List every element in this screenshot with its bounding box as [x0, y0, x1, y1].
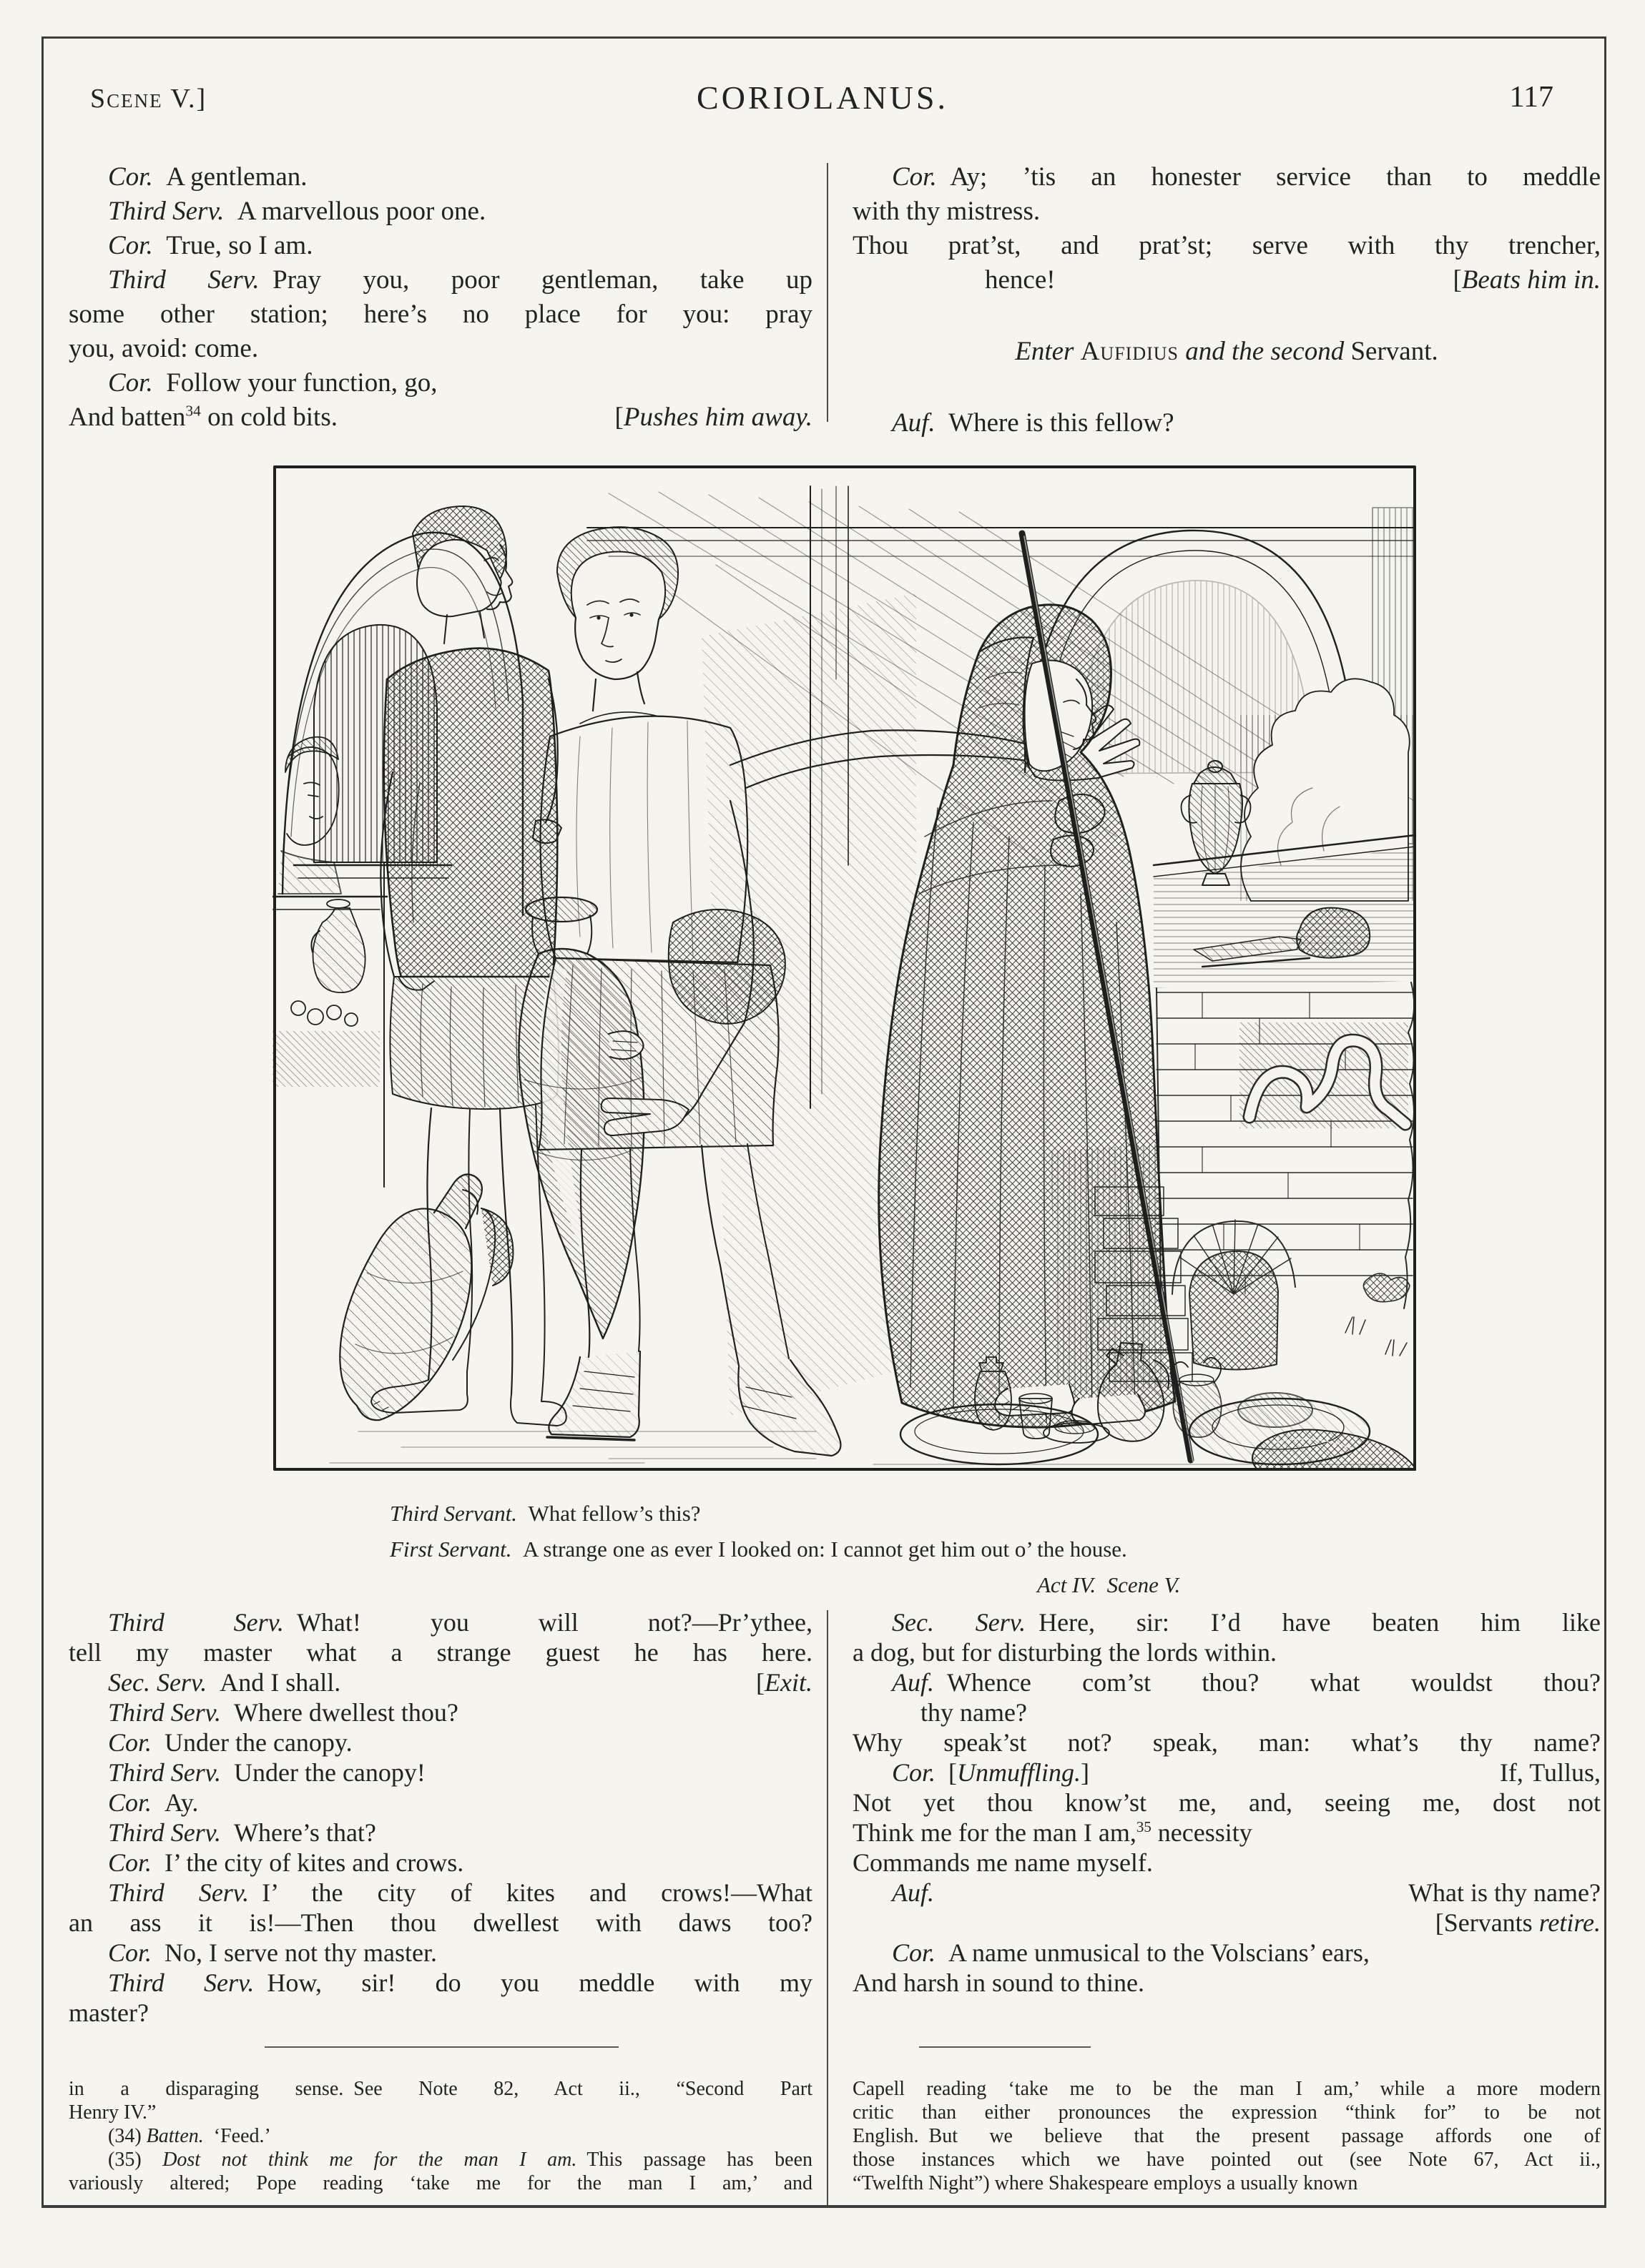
dialogue-line — [853, 1697, 1601, 1727]
text-segment: Third Serv. — [108, 1818, 221, 1847]
dialogue-line — [69, 1908, 812, 1938]
text-segment: Third Servant. — [390, 1501, 517, 1526]
text-segment: on cold bits. — [200, 403, 338, 432]
stage-direction — [615, 400, 812, 435]
footnote-line — [853, 2148, 1601, 2171]
text-segment: Batten. — [146, 2125, 204, 2147]
dialogue-line — [853, 1637, 1601, 1667]
text-segment: Cor. — [892, 1938, 936, 1967]
text-segment: Dost not think me for the man I am. — [162, 2149, 577, 2171]
text-segment: 34 — [185, 402, 201, 420]
text-column-bottom-right — [853, 1607, 1601, 1998]
text-segment: A marvellous poor one. — [224, 197, 486, 226]
text-segment: Henry IV.” — [69, 2101, 157, 2124]
text-segment: Third Serv. — [108, 1698, 221, 1727]
text-segment: Here, sir: I’d have beaten him like — [1026, 1608, 1601, 1637]
dialogue-line — [853, 1878, 1601, 1908]
stage-direction — [1500, 1757, 1601, 1788]
text-segment: Sec. Serv. — [108, 1668, 207, 1697]
dialogue-line — [69, 1697, 812, 1727]
text-segment: a dog, but for disturbing the lords within. — [853, 1638, 1277, 1667]
dialogue-line — [69, 1938, 812, 1968]
text-segment: And batten — [69, 403, 186, 432]
text-segment: And harsh in sound to thine. — [853, 1968, 1144, 1997]
footnote-line — [69, 2171, 812, 2195]
caption-line — [390, 1532, 1463, 1567]
text-segment: (35) — [108, 2149, 163, 2171]
text-segment: Third Serv. — [108, 197, 225, 226]
running-head-scene: Scene V.] — [90, 84, 207, 114]
text-segment: Cor. — [108, 231, 153, 260]
text-segment: English. But we believe that the present passage affords one of — [853, 2125, 1601, 2147]
text-segment: an ass it is!—Then thou dwellest with daws too? — [69, 1908, 812, 1937]
text-segment: What is thy name? — [1408, 1878, 1601, 1907]
text-segment: Cor. — [108, 1848, 152, 1877]
text-segment: Unmuffling. — [957, 1758, 1081, 1787]
dialogue-line — [69, 194, 812, 229]
text-segment: A strange one as ever I looked on: I cannot get him out o’ the house. — [511, 1537, 1127, 1562]
footnote-line — [853, 2077, 1601, 2101]
dialogue-line — [69, 332, 812, 366]
text-segment: A gentleman. — [152, 162, 308, 192]
dialogue-line — [853, 1727, 1601, 1757]
text-segment: Auf. — [892, 1668, 934, 1697]
dialogue-line — [853, 1938, 1601, 1968]
text-segment: First Servant. — [390, 1537, 512, 1562]
footnote-separator-left — [265, 2046, 619, 2048]
text-segment: hence! — [985, 265, 1056, 295]
stage-direction — [1453, 263, 1601, 297]
dialogue-line — [853, 1848, 1601, 1878]
footnote-line — [69, 2148, 812, 2171]
text-segment: [ — [614, 403, 624, 432]
text-segment: Follow your function, go, — [152, 368, 438, 398]
dialogue-line — [69, 1968, 812, 1998]
dialogue-line — [69, 263, 812, 297]
text-segment: Act IV. Scene V. — [1037, 1572, 1181, 1597]
footnote-column-right — [853, 2077, 1601, 2195]
column-divider-bottom — [827, 1610, 828, 2205]
text-segment: variously altered; Pope reading ‘take me for the man I am,’ and — [69, 2172, 812, 2194]
text-segment: and the second — [1179, 337, 1351, 366]
text-segment: 35 — [1136, 1818, 1152, 1835]
dialogue-line — [69, 366, 812, 400]
footnote-line — [853, 2101, 1601, 2124]
text-segment: Whence com’st thou? what wouldst thou? — [934, 1668, 1601, 1697]
text-segment: Where dwellest thou? — [221, 1698, 458, 1727]
text-segment: Exit. — [765, 1668, 812, 1697]
dialogue-line — [69, 1607, 812, 1637]
text-segment: some other station; here’s no place for you: pray — [69, 300, 812, 329]
text-segment: [ — [1453, 265, 1462, 295]
footnote-separator-right — [919, 2046, 1091, 2048]
footnote-line — [69, 2124, 812, 2148]
dialogue-line — [853, 1757, 1601, 1788]
text-segment: Sec. Serv. — [892, 1608, 1026, 1637]
dialogue-line — [69, 400, 812, 435]
dialogue-line — [853, 297, 1601, 335]
text-segment: Capell reading ‘take me to be the man I am,’ while a more modern — [853, 2078, 1601, 2100]
text-segment: Cor. — [108, 368, 153, 398]
engraving-illustration — [272, 465, 1417, 1471]
text-segment: necessity — [1151, 1818, 1252, 1847]
text-segment: Beats him in. — [1461, 265, 1601, 295]
dialogue-line — [69, 1998, 812, 2028]
text-segment: This passage has been — [576, 2149, 812, 2171]
dialogue-line — [853, 1818, 1601, 1848]
text-segment: [Servants — [1435, 1908, 1539, 1937]
text-segment: Auf. — [892, 1878, 934, 1907]
text-segment: What fellow’s this? — [516, 1501, 701, 1526]
caption-line — [390, 1567, 1463, 1603]
text-segment: Ay. — [152, 1788, 199, 1817]
text-segment: retire. — [1538, 1908, 1601, 1937]
text-segment: Not yet thou know’st me, and, seeing me, dost not — [853, 1788, 1601, 1817]
dialogue-line — [853, 263, 1601, 297]
dialogue-line — [69, 229, 812, 263]
text-segment: [ — [936, 1758, 958, 1787]
dialogue-line — [853, 406, 1601, 440]
illustration-caption — [390, 1496, 1463, 1603]
dialogue-line — [69, 1818, 812, 1848]
text-segment: ‘Feed.’ — [203, 2125, 271, 2147]
text-segment: Third Serv. — [108, 1878, 250, 1907]
text-segment: Cor. — [892, 162, 937, 192]
text-segment: A name unmusical to the Volscians’ ears, — [936, 1938, 1370, 1967]
cup — [1019, 1399, 1052, 1439]
text-segment: Where’s that? — [221, 1818, 376, 1847]
text-segment: critic than either pronounces the expression “think for” to be not — [853, 2101, 1601, 2124]
text-segment: Servant. — [1350, 337, 1438, 366]
dialogue-line — [853, 229, 1601, 263]
text-segment: [ — [756, 1668, 765, 1697]
text-segment: with thy mistress. — [853, 197, 1041, 226]
text-segment: Cor. — [108, 1938, 152, 1967]
text-segment: What! you will not?—Pr’ythee, — [283, 1608, 812, 1637]
text-segment: Under the canopy. — [152, 1728, 353, 1757]
footnote-line — [69, 2101, 812, 2124]
dialogue-line — [853, 194, 1601, 229]
dialogue-line — [853, 1788, 1601, 1818]
stage-direction — [1408, 1878, 1601, 1908]
dialogue-line — [69, 160, 812, 194]
text-segment: Think me for the man I am, — [853, 1818, 1136, 1847]
dialogue-line — [69, 1727, 812, 1757]
text-segment: Third Serv. — [108, 1758, 221, 1787]
footnote-line — [853, 2171, 1601, 2195]
text-segment: And I shall. — [207, 1668, 341, 1697]
text-segment: (34) — [108, 2125, 147, 2147]
text-segment: Third Serv. — [108, 265, 260, 295]
column-divider-top — [827, 163, 828, 422]
dialogue-line — [853, 160, 1601, 194]
text-segment: ] — [1081, 1758, 1090, 1787]
text-segment: Ay; ’tis an honester service than to meddle — [936, 162, 1601, 192]
dialogue-line — [69, 1757, 812, 1788]
text-column-top-right — [853, 160, 1601, 440]
text-segment: Cor. — [892, 1758, 936, 1787]
text-column-bottom-left — [69, 1607, 812, 2028]
text-segment: Commands me name myself. — [853, 1848, 1153, 1877]
text-segment: “Twelfth Night”) where Shakespeare employs a usually known — [853, 2172, 1358, 2194]
dialogue-line — [853, 1968, 1601, 1998]
text-segment: I’ the city of kites and crows!—What — [249, 1878, 812, 1907]
running-head-title: CORIOLANUS. — [697, 79, 948, 116]
dialogue-line — [69, 1637, 812, 1667]
text-segment: Enter — [1015, 337, 1081, 366]
dialogue-line — [853, 1908, 1601, 1938]
text-segment: thy name? — [920, 1698, 1027, 1727]
text-segment: in a disparaging sense. See Note 82, Act ii., “Second Part — [69, 2078, 812, 2100]
text-segment: tell my master what a strange guest he has here. — [69, 1638, 812, 1667]
footnote-line — [853, 2124, 1601, 2148]
dialogue-line — [69, 1667, 812, 1697]
page-number: 117 — [1509, 81, 1553, 114]
dialogue-line — [69, 1848, 812, 1878]
text-segment: True, so I am. — [152, 231, 313, 260]
text-segment: Third Serv. — [108, 1608, 284, 1637]
text-segment: Cor. — [108, 162, 153, 192]
text-segment: No, I serve not thy master. — [152, 1938, 437, 1967]
text-segment: Where is this fellow? — [935, 408, 1174, 438]
text-segment: master? — [69, 1998, 149, 2027]
dialogue-line — [853, 1607, 1601, 1637]
dialogue-line — [69, 1878, 812, 1908]
text-segment: Aufidius — [1080, 337, 1179, 366]
text-segment: Third Serv. — [108, 1968, 255, 1997]
dialogue-line — [853, 1667, 1601, 1697]
text-segment: Auf. — [892, 408, 936, 438]
dialogue-line — [69, 1788, 812, 1818]
text-column-top-left — [69, 160, 812, 435]
stage-direction — [756, 1667, 812, 1697]
text-segment: Cor. — [108, 1728, 152, 1757]
amphorae-on-floor — [340, 1174, 513, 1420]
cloth-bundle — [1252, 1429, 1415, 1470]
footnote-line — [69, 2077, 812, 2101]
dialogue-line — [69, 297, 812, 332]
caption-line — [390, 1496, 1463, 1532]
text-segment: How, sir! do you meddle with my — [254, 1968, 812, 1997]
dialogue-line — [853, 369, 1601, 406]
dialogue-line — [853, 335, 1601, 369]
text-segment: If, Tullus, — [1499, 1758, 1601, 1787]
text-segment: Under the canopy! — [221, 1758, 426, 1787]
text-segment: Cor. — [108, 1788, 152, 1817]
text-segment: those instances which we have pointed out (see Note 67, Act ii., — [853, 2149, 1601, 2171]
text-segment: Thou prat’st, and prat’st; serve with thy trencher, — [853, 231, 1601, 260]
text-segment: Pray you, poor gentleman, take up — [259, 265, 813, 295]
text-segment: I’ the city of kites and crows. — [152, 1848, 464, 1877]
text-segment: you, avoid: come. — [69, 334, 259, 363]
footnote-column-left — [69, 2077, 812, 2195]
text-segment: Why speak’st not? speak, man: what’s thy name? — [853, 1728, 1601, 1757]
engraving-scene — [272, 467, 1415, 1470]
text-segment: Pushes him away. — [623, 403, 812, 432]
